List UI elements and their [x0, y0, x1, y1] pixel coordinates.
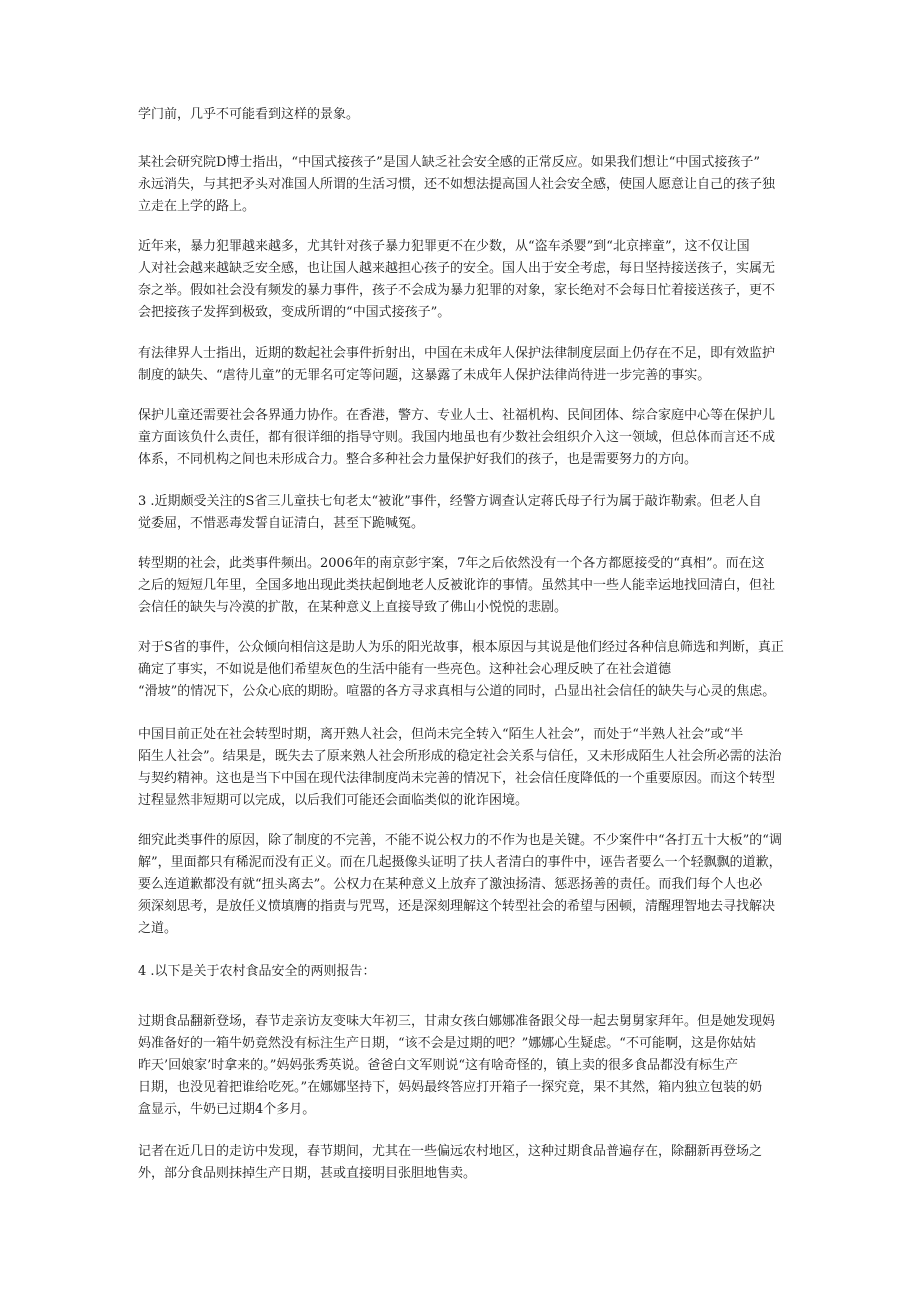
text-line: 过期食品翻新登场，春节走亲访友变味大年初三，甘肃女孩白娜娜准备跟父母一起去舅舅家拜年。但是她发现妈	[138, 1014, 776, 1029]
text-line: 学门前，几乎不可能看到这样的景象。	[138, 107, 360, 122]
text-line: 有法律界人士指出，近期的数起社会事件折射出，中国在未成年人保护法律制度层面上仍存在不足，即有效监护	[138, 346, 776, 361]
text-line: 昨天’回娘家’时拿来的。”妈妈张秀英说。爸爸白文军则说“这有啥奇怪的，镇上卖的很多食品都没有标生产	[138, 1058, 739, 1073]
paragraph	[138, 152, 794, 218]
text-line: 体系，不同机构之间也未形成合力。整合多种社会力量保护好我们的孩子，也是需要努力的方向。	[138, 452, 698, 467]
text-line: 与契约精神。这也是当下中国在现代法律制度尚未完善的情况下，社会信任度降低的一个重要原因。而这个转型	[138, 771, 776, 786]
text-line: 会把接孩子发挥到极致，变成所谓的“中国式接孩子”。	[138, 305, 451, 320]
text-line: 确定了事实，不如说是他们希望灰色的生活中能有一些亮色。这种社会心理反映了在社会道德	[138, 662, 672, 677]
paragraph	[138, 1141, 794, 1185]
paragraph	[138, 830, 794, 940]
text-line: 对于S省的事件，公众倾向相信这是助人为乐的阳光故事，根本原因与其说是他们经过各种信息筛选和判断，真正	[138, 640, 784, 655]
text-line: 3 .近期颇受关注的S省三儿童扶七旬老太“被讹”事件，经警方调查认定蒋氏母子行为属于敲诈勒索。但老人自	[138, 494, 762, 509]
text-line: 盒显示，牛奶已过期4个多月。	[138, 1102, 316, 1117]
text-line: 奈之举。假如社会没有频发的暴力事件，孩子不会成为暴力犯罪的对象，家长绝对不会每日忙着接送孩子，更不	[138, 283, 776, 298]
text-line: 日期，也没见着把谁给吃死。”在娜娜坚持下，妈妈最终答应打开箱子一探究竟，果不其然，箱内独立包装的奶	[138, 1080, 763, 1095]
text-line: 妈准备好的一箱牛奶竟然没有标注生产日期，“该不会是过期的吧？”娜娜心生疑虑。“不可能啊，这是你姑姑	[138, 1036, 756, 1051]
paragraph	[138, 236, 794, 324]
paragraph	[138, 1011, 794, 1121]
paragraph	[138, 405, 794, 471]
text-line: 之后的短短几年里，全国多地出现此类扶起倒地老人反被讹诈的事情。虽然其中一些人能幸运地找回清白，但社	[138, 578, 776, 593]
text-line: 要么连道歉都没有就“扭头离去”。公权力在某种意义上放弃了激浊扬清、惩恶扬善的责任。而我们每个人也必	[138, 877, 763, 892]
text-line: 人对社会越来越缺乏安全感，也让国人越来越担心孩子的安全。国人出于安全考虑，每日坚持接送孩子，实属无	[138, 261, 776, 276]
text-line: 4 .以下是关于农村食品安全的两则报告：	[138, 964, 376, 979]
text-line: 保护儿童还需要社会各界通力协作。在香港，警方、专业人士、社福机构、民间团体、综合家庭中心等在保护儿	[138, 408, 776, 423]
text-line: 觉委屈，不惜恶毒发誓自证清白，甚至下跪喊冤。	[138, 516, 425, 531]
paragraph	[138, 491, 794, 535]
text-line: 永远消失，与其把矛头对准国人所谓的生活习惯，还不如想法提高国人社会安全感，使国人愿意让自己的孩子独	[138, 177, 776, 192]
text-line: 过程显然非短期可以完成，以后我们可能还会面临类似的讹诈困境。	[138, 793, 529, 808]
paragraph	[138, 724, 794, 812]
text-line: 之道。	[138, 921, 178, 936]
text-line: 细究此类事件的原因，除了制度的不完善，不能不说公权力的不作为也是关键。不少案件中“各打五十大板”的“调	[138, 833, 782, 848]
text-line: 须深刻思考，是放任义愤填膺的指责与咒骂，还是深刻理解这个转型社会的希望与困顿，清醒理智地去寻找解决	[138, 899, 776, 914]
paragraph	[138, 637, 794, 703]
text-line: 中国目前正处在社会转型时期，离开熟人社会，但尚未完全转入“陌生人社会”，而处于“半熟人社会”或“半	[138, 727, 744, 742]
paragraph	[138, 104, 794, 126]
text-line: 童方面该负什么责任，都有很详细的指导守则。我国内地虽也有少数社会组织介入这一领域，但总体而言还不成	[138, 430, 776, 445]
text-line: 制度的缺失、“虐待儿童”的无罪名可定等问题，这暴露了未成年人保护法律尚待进一步完善的事实。	[138, 368, 711, 383]
text-line: 立走在上学的路上。	[138, 199, 256, 214]
text-line: 转型期的社会，此类事件频出。2006年的南京彭宇案，7年之后依然没有一个各方都愿接受的“真相”。而在这	[138, 556, 765, 571]
text-line: 外，部分食品则抹掉生产日期，甚或直接明目张胆地售卖。	[138, 1166, 477, 1181]
text-line: “滑坡”的情况下，公众心底的期盼。喧嚣的各方寻求真相与公道的同时，凸显出社会信任的缺失与心灵的焦虑。	[138, 684, 776, 699]
text-line: 陌生人社会”。结果是，既失去了原来熟人社会所形成的稳定社会关系与信任，又未形成陌生人社会所必需的法治	[138, 749, 782, 764]
text-line: 近年来，暴力犯罪越来越多，尤其针对孩子暴力犯罪更不在少数，从“盗车杀婴”到“北京摔童”，这不仅让国	[138, 239, 750, 254]
text-line: 记者在近几日的走访中发现，春节期间，尤其在一些偏远农村地区，这种过期食品普遍存在，除翻新再登场之	[138, 1144, 763, 1159]
paragraph	[138, 961, 794, 983]
paragraph	[138, 343, 794, 387]
text-line: 某社会研究院D博士指出，“中国式接孩子”是国人缺乏社会安全感的正常反应。如果我们想让“中国式接孩子”	[138, 155, 761, 170]
text-line: 解”，里面都只有稀泥而没有正义。而在几起摄像头证明了扶人者清白的事件中，诬告者要么一个轻飘飘的道歉，	[138, 855, 782, 870]
text-line: 会信任的缺失与冷漠的扩散，在某种意义上直接导致了佛山小悦悦的悲剧。	[138, 600, 568, 615]
paragraph	[138, 553, 794, 619]
